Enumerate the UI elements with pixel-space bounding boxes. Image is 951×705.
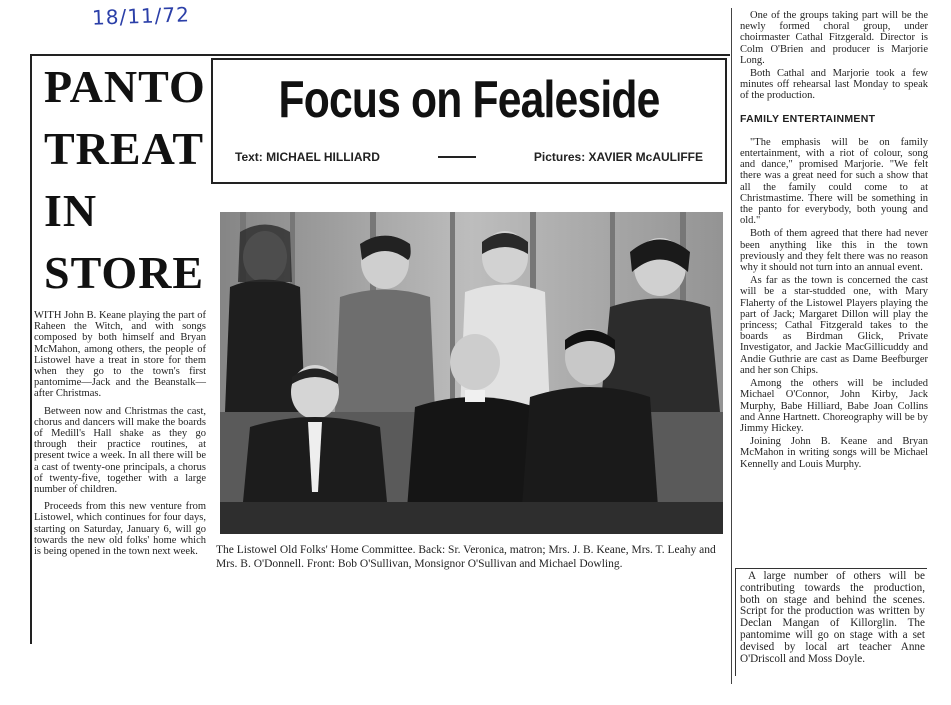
masthead-box	[211, 58, 727, 184]
photo-caption: The Listowel Old Folks' Home Committee. Back: Sr. Veronica, matron; Mrs. J. B. Keane, Mrs. T. Leahy and Mrs. B. O'Donnell. Front: Bob O'Sullivan, Monsignor O'Sullivan and Michael Dowling.	[216, 544, 716, 570]
headline-line: PANTO	[44, 61, 206, 112]
left-article-column	[34, 310, 206, 563]
article-paragraph: "The emphasis will be on family entertainment, with a riot of colour, song and dance," promised Marjorie. "We felt there was a great need for such a show that all the family could come to at Christmastime. There will be something in the panto for everybody, both young and old."	[740, 136, 928, 227]
group-photo	[220, 212, 723, 534]
headline-line: TREAT	[44, 123, 205, 174]
text-credit: Text: MICHAEL HILLIARD	[235, 150, 380, 164]
right-article-column	[740, 10, 928, 472]
pictures-credit: Pictures: XAVIER McAULIFFE	[533, 150, 703, 164]
article-paragraph: Joining John B. Keane and Bryan McMahon in writing songs will be Michael Kennelly and Louis Murphy.	[740, 436, 928, 470]
article-paragraph: Proceeds from this new venture from Listowel, which continues for four days, starting on Saturday, January 6, will go towards the new old folks' home which is being opened in the town next week.	[34, 501, 206, 558]
left-rule	[30, 54, 32, 644]
article-paragraph: Between now and Christmas the cast, chorus and dancers will make the boards of Medill's Hall shake as they go through their practice routines, at present twice a week. In all there will be a cast of twenty-one principals, a chorus of twenty-five, together with a large number of children.	[34, 405, 206, 496]
boxed-paragraph-box	[735, 568, 927, 676]
article-paragraph: Among the others will be included Michael O'Connor, John Kirby, Jack Murphy, Babe Hilliard, Babe Joan Collins and Anne Hartnett. Choreography will be by Jimmy Hickey.	[740, 378, 928, 434]
article-paragraph: Both Cathal and Marjorie took a few minutes off rehearsal last Monday to speak of the production.	[740, 68, 928, 102]
article-paragraph: One of the groups taking part will be the newly formed choral group, under choirmaster Cathal Fitzgerald. Director is Colm O'Brien and producer is Marjorie Long.	[740, 10, 928, 66]
article-paragraph: As far as the town is concerned the cast will be a star-studded one, with Mary Flaherty of the Listowel Players playing the part of Jack; Margaret Dillon will play the princess; Cathal Fitzgerald takes to the boards as Birdman Glick, Private Investigator, and Jackie MacGillicuddy and Andie Guthrie are cast as Dame Beefburger and her son Chips.	[740, 275, 928, 376]
headline-line: IN	[44, 185, 98, 236]
group-photo-image	[220, 212, 723, 534]
article-paragraph: Both of them agreed that there had never been anything like this in the town previously and they felt there was no reason why it should not turn into an annual event.	[740, 228, 928, 274]
subhead: FAMILY ENTERTAINMENT	[740, 112, 876, 125]
headline-line: STORE	[44, 247, 205, 298]
masthead-title: Focus on Fealeside	[278, 71, 660, 129]
credit-divider	[438, 156, 476, 158]
article-paragraph: WITH John B. Keane playing the part of Raheen the Witch, and with songs composed by both himself and Bryan McMahon, among others, the people of Listowel have a treat in store for them when they go to the town's first pantomime—Jack and the Beanstalk—after Christmas.	[34, 310, 206, 400]
headline	[44, 56, 204, 304]
column-rule	[731, 8, 732, 684]
boxed-paragraph: A large number of others will be contributing towards the production, both on stage and behind the scenes. Script for the production was written by Declan Mangan of Killorglin. The pantomime will go on stage with a set devised by local art teacher Anne O'Driscoll and Moss Doyle.	[740, 570, 925, 665]
credits-line	[235, 150, 703, 164]
handwritten-date: 18/11/72	[91, 2, 191, 30]
